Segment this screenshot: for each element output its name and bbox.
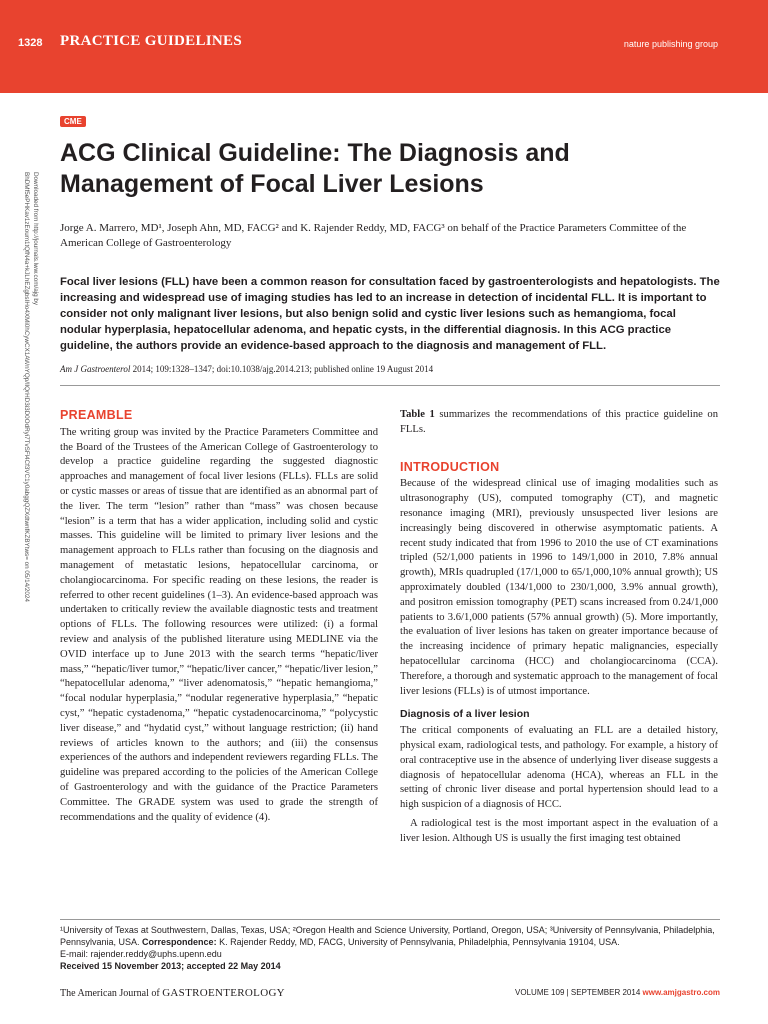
- article-title-line1: ACG Clinical Guideline: The Diagnosis and: [60, 139, 570, 167]
- abstract: Focal liver lesions (FLL) have been a common reason for consultation faced by gastroenterologists and hepatologists. The increasing and widespread use of imaging studies has led to an increase in detection of incidental FLL. It is important to consider not only malignant liver lesions, but also benign solid and cystic liver lesions such as hemangioma, focal nodular hyperplasia, hepatocellular adenoma, and hepatic cysts, in the differential diagnosis. In this ACG practice guideline, the authors provide an evidence-based approach to the diagnosis and management of FLL.: [60, 276, 720, 352]
- table-reference-text: summarizes the recommendations of this practice guideline on FLLs.: [400, 409, 718, 435]
- page-footer: [60, 987, 720, 1001]
- journal-prefix: The American Journal of: [60, 988, 163, 999]
- diagnosis-paragraph-1: The critical components of evaluating an FLL are a detailed history, physical exam, radiological tests, and pathology. For example, a history of oral contraceptive use in the absence of underlying liver disease suggests a diagnosis of hepatocellular adenoma (HCA), whereas an FLL in the setting of chronic liver disease and portal hypertension should lead to a high suspicion of a diagnosis of HCC.: [400, 725, 718, 811]
- footnote-divider: [60, 919, 720, 920]
- preamble-heading: PREAMBLE: [60, 408, 133, 422]
- correspondence-label: Correspondence:: [142, 937, 217, 947]
- journal-main: GASTROENTEROLOGY: [162, 987, 285, 999]
- page-number: 1328: [18, 37, 43, 49]
- cme-badge: CME: [60, 116, 86, 127]
- citation-journal: Am J Gastroenterol: [60, 364, 131, 374]
- article-title-line2: Management of Focal Liver Lesions: [60, 170, 484, 198]
- preamble-text: The writing group was invited by the Practice Parameters Committee and the Board of the Trustees of the American College of Gastroenterology to develop a practice guideline regarding the suggested diagnostic approaches and management of focal liver lesions (FLLs). FLLs are solid or cystic masses or areas of tissue that are identified as an abnormal part of the liver. The term “lesion” rather than “mass” was chosen because “lesion” is a term that has a wider application, including solid and cystic masses. This guideline will be limited to primary liver lesions and the management approach to FLLs rather than focusing on the diagnosis and management of metastatic lesions, hepatocellular carcinoma, or cholangiocarcinoma. For specific reading on these lesions, the reader is referred to other recent guidelines (1–3). An evidence-based approach was undertaken to critically review the available diagnostic tests and treatment options of FLLs. The following resources were utilized: (i) a formal review and analysis of the published literature using MEDLINE via the OVID interface up to June 2013 with the search terms “hepatic/liver mass,” “hepatic/liver tumor,” “hepatic/liver cancer,” “hepatic/liver lesion,” “hepatocellular adenoma,” “liver adenomatosis,” “hepatic hemangioma,” “focal nodular hyperplasia,” “nodular regenerative hyperplasia,” “hepatic cyst,” “hepatic cystadenoma,” “hepatic cystadenocarcinoma,” “polycystic liver disease,” and “hydatid cyst,” without language restriction; (ii) hand reviews of articles known to the authors; and (iii) the consensus experiences of the authors and independent reviewers regarding FLLs. The guideline was prepared according to the policies of the American College of Gastroenterology and with the guidance of the Practice Parameters Committee. The GRADE system was used to grade the strength of recommendations and the quality of evidence (4).: [60, 426, 378, 823]
- volume-info: [515, 988, 720, 997]
- left-column: [60, 408, 378, 829]
- citation-details: 2014; 109:1328–1347; doi:10.1038/ajg.2014.213; published online 19 August 2014: [130, 364, 434, 374]
- download-watermark: [22, 172, 46, 612]
- table-reference: [400, 408, 718, 438]
- diagnosis-paragraph-2: A radiological test is the most important aspect in the evaluation of a liver lesion. Although US is usually the first imaging test obtained: [400, 817, 718, 844]
- footnotes: [60, 924, 740, 972]
- right-column: [400, 408, 718, 851]
- abstract-divider: [60, 385, 720, 386]
- header-bar: [0, 0, 768, 93]
- download-watermark-text: Downloaded from http://journals.lww.com/ajg by BhDMf5ePHKav1zEoum1tQfN4a+kJLhEZgbsIHo4XMi0hCywCX1AWnYQp/IlQrHD3i3D0OdRyi7TvSFl4Cf3VC1y0abggQZXdtwnfKZBYtws= on 05/14/2024: [23, 172, 39, 602]
- section-label: PRACTICE GUIDELINES: [60, 33, 242, 49]
- volume-text: VOLUME 109 | SEPTEMBER 2014: [515, 988, 643, 997]
- journal-url[interactable]: www.amjgastro.com: [642, 988, 720, 997]
- received-dates: Received 15 November 2013; accepted 22 May 2014: [60, 961, 281, 971]
- author-list: Jorge A. Marrero, MD¹, Joseph Ahn, MD, FACG² and K. Rajender Reddy, MD, FACG³ on behalf of the Practice Parameters Committee of the American College of Gastroenterology: [60, 222, 687, 249]
- introduction-text: Because of the widespread clinical use of imaging modalities such as ultrasonography (US), computed tomography (CT), and magnetic resonance imaging (MRI), previously unsuspected liver lesions are increasingly being discovered in otherwise asymptomatic patients. A recent study indicated that from 1996 to 2010 the use of CT examinations tripled (52/1,000 patients in 1996 to 149/1,000 in 2010, 7.8% annual growth), MRIs quadrupled (17/1,000 to 65/1,000,10% annual growth); US approximately doubled (134/1,000 to 230/1,000, 3.9% annual growth), and positron emission tomography (PET) scans increased from 0.24/1,000 patients to 3.6/1,000 patients (57% annual growth) (5). More importantly, the evaluation of liver lesions has taken on greater importance because of the increasing incidence of primary hepatic malignancies, especially hepatocellular carcinoma (HCC) and cholangiocarcinoma (CCA). Therefore, a thorough and systematic approach to the management of focal liver lesions (FLLs) is of utmost importance.: [400, 478, 718, 697]
- table-reference-link[interactable]: Table 1: [400, 409, 435, 420]
- email-link[interactable]: E-mail: rajender.reddy@uphs.upenn.edu: [60, 949, 222, 959]
- correspondence: K. Rajender Reddy, MD, FACG, University of Pennsylvania, Philadelphia, Pennsylvania 19104, USA.: [216, 937, 620, 947]
- affiliations: ¹University of Texas at Southwestern, Dallas, Texas, USA; ²Oregon Health and Science University, Portland, Oregon, USA; ³University of Pennsylvania, Philadelphia, Pennsylvania, USA.: [60, 925, 715, 947]
- diagnosis-heading: Diagnosis of a liver lesion: [400, 708, 530, 721]
- publisher-name: nature publishing group: [623, 39, 718, 49]
- introduction-heading: INTRODUCTION: [400, 459, 500, 474]
- citation: [60, 364, 720, 374]
- journal-name: [60, 987, 285, 999]
- article-title: [60, 138, 680, 200]
